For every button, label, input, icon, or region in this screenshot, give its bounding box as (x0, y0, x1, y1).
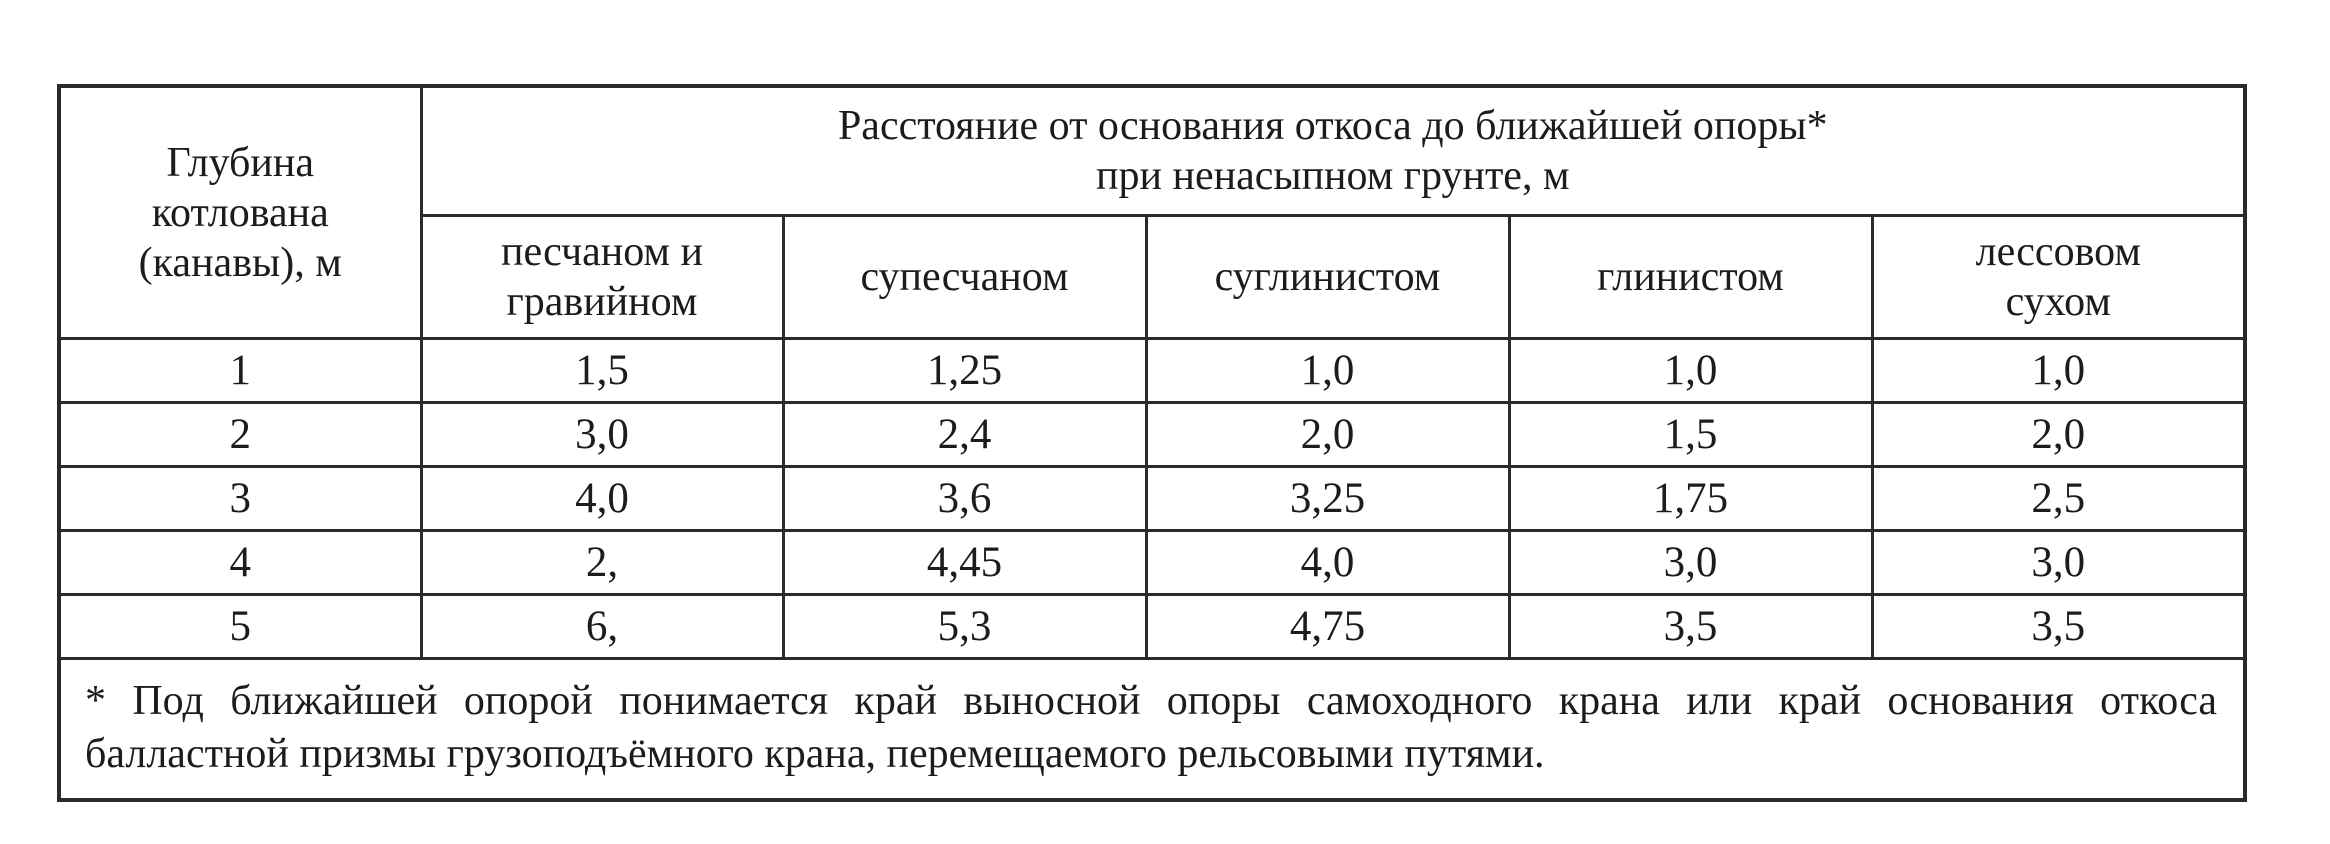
distance-cell: 3,25 (1146, 467, 1509, 531)
distance-header-line: при ненасыпном грунте, м (1096, 153, 1570, 199)
soil-header-line: супесчаном (860, 254, 1069, 300)
depth-cell: 5 (59, 595, 421, 659)
distance-cell: 4,0 (421, 467, 783, 531)
soil-header-dry-loess (1872, 216, 2245, 339)
table-row (59, 403, 2245, 467)
soil-header-line: песчаном и (501, 229, 703, 275)
depth-header-line: Глубина (166, 139, 314, 186)
depth-header-line: котлована (151, 189, 329, 236)
soil-header-line: сухом (2005, 279, 2111, 325)
distance-table-container (57, 84, 2243, 802)
soil-header-loam (1146, 216, 1509, 339)
distance-cell: 1,0 (1146, 339, 1509, 403)
depth-cell: 4 (59, 531, 421, 595)
footnote-row (59, 659, 2245, 801)
footnote-text: * Под ближайшей опорой понимается край выносной опоры самоходного крана или край основания откоса балластной призмы грузоподъёмного крана, перемещаемого рельсовыми путями. (59, 659, 2245, 801)
distance-cell: 1,25 (783, 339, 1146, 403)
distance-cell: 1,75 (1509, 467, 1872, 531)
depth-header-line: (канавы), м (138, 239, 342, 286)
distance-cell: 2,5 (1872, 467, 2245, 531)
distance-cell: 6, (421, 595, 783, 659)
distance-cell: 3,0 (421, 403, 783, 467)
soil-header-clay (1509, 216, 1872, 339)
distance-cell: 2, (421, 531, 783, 595)
distance-cell: 5,3 (783, 595, 1146, 659)
distance-cell: 3,0 (1872, 531, 2245, 595)
soil-header-sand-gravel (421, 216, 783, 339)
distance-header-line: Расстояние от основания откоса до ближайшей опоры* (837, 103, 1828, 149)
depth-cell: 1 (59, 339, 421, 403)
depth-column-header (59, 86, 421, 339)
table-row (59, 595, 2245, 659)
distance-cell: 1,0 (1509, 339, 1872, 403)
distance-table (57, 84, 2247, 802)
soil-header-line: глинистом (1597, 254, 1784, 300)
distance-cell: 1,5 (1509, 403, 1872, 467)
distance-cell: 2,4 (783, 403, 1146, 467)
distance-cell: 4,75 (1146, 595, 1509, 659)
header-row-top (59, 86, 2245, 216)
soil-header-line: лессовом (1975, 229, 2141, 275)
soil-header-sandy-loam (783, 216, 1146, 339)
distance-cell: 3,6 (783, 467, 1146, 531)
table-row (59, 467, 2245, 531)
depth-cell: 2 (59, 403, 421, 467)
distance-cell: 4,45 (783, 531, 1146, 595)
table-row (59, 531, 2245, 595)
distance-cell: 3,5 (1872, 595, 2245, 659)
depth-cell: 3 (59, 467, 421, 531)
distance-cell: 4,0 (1146, 531, 1509, 595)
distance-cell: 3,0 (1509, 531, 1872, 595)
table-row (59, 339, 2245, 403)
distance-cell: 2,0 (1872, 403, 2245, 467)
distance-cell: 1,0 (1872, 339, 2245, 403)
distance-cell: 2,0 (1146, 403, 1509, 467)
distance-cell: 3,5 (1509, 595, 1872, 659)
distance-group-header (421, 86, 2245, 216)
soil-header-line: гравийном (506, 279, 698, 325)
soil-header-line: суглинистом (1214, 254, 1441, 300)
distance-cell: 1,5 (421, 339, 783, 403)
